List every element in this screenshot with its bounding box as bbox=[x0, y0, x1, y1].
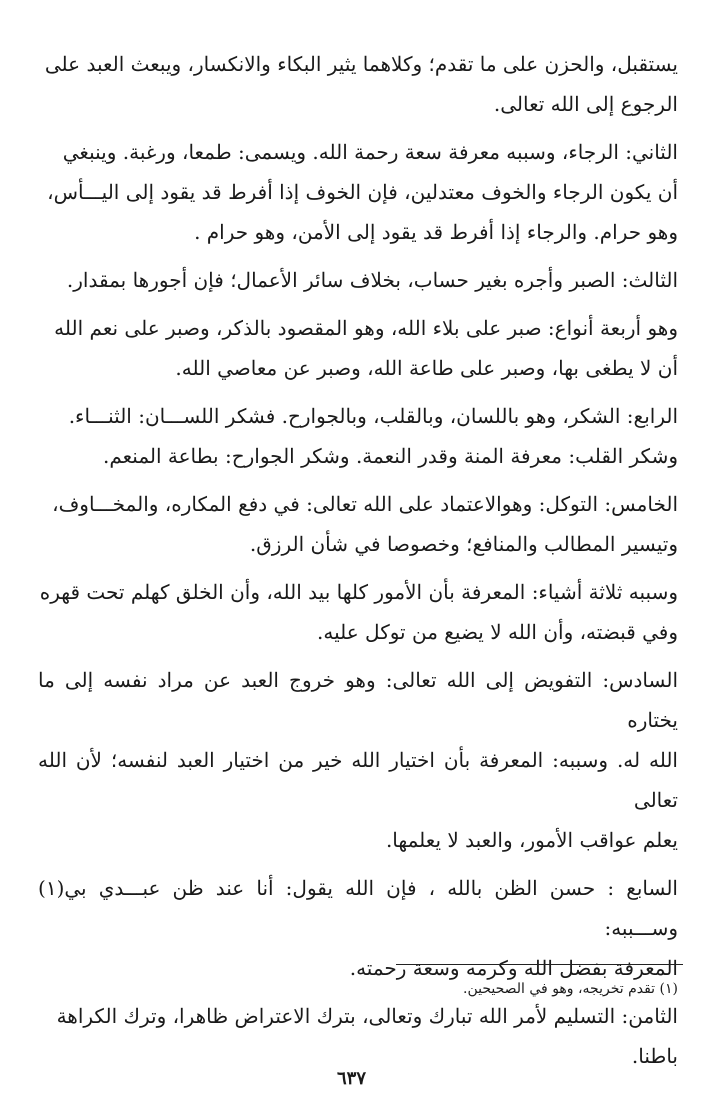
text-line: وشكر القلب: معرفة المنة وقدر النعمة. وشكر الجوارح: بطاعة المنعم. bbox=[102, 444, 678, 468]
paragraph-third-patience bbox=[38, 260, 678, 300]
text-line: أن لا يطغى بها، وصبر على طاعة الله، وصبر عن معاصي الله. bbox=[175, 356, 678, 380]
text-line: يستقبل، والحزن على ما تقدم؛ وكلاهما يثير البكاء والانكسار، ويبعث العبد على bbox=[44, 52, 678, 76]
text-line: الخامس: التوكل: وهوالاعتماد على الله تعالى: في دفع المكاره، والمخـــاوف، bbox=[52, 492, 678, 516]
paragraph-second-hope bbox=[38, 132, 678, 252]
page-body bbox=[38, 44, 678, 1084]
footnote-divider bbox=[396, 964, 683, 965]
text-line: الله له. وسببه: المعرفة بأن اختيار الله خير من اختيار العبد لنفسه؛ لأن الله تعالى bbox=[38, 748, 678, 812]
paragraph-eighth-submission bbox=[38, 996, 678, 1076]
text-line: وفي قبضته، وأن الله لا يضيع من توكل عليه. bbox=[317, 620, 678, 644]
text-line: أن يكون الرجاء والخوف معتدلين، فإن الخوف إذا أفرط قد يقود إلى اليـــأس، bbox=[47, 180, 678, 204]
text-line: الرجوع إلى الله تعالى. bbox=[493, 92, 678, 116]
text-line: السادس: التفويض إلى الله تعالى: وهو خروج العبد عن مراد نفسه إلى ما يختاره bbox=[38, 668, 678, 732]
footnote-area bbox=[38, 978, 678, 1000]
paragraph-reliance-causes bbox=[38, 572, 678, 652]
text-line: وتيسير المطالب والمنافع؛ وخصوصا في شأن الرزق. bbox=[249, 532, 678, 556]
text-line: وهو حرام. والرجاء إذا أفرط قد يقود إلى الأمن، وهو حرام . bbox=[194, 220, 678, 244]
text-line: المعرفة بفضل الله وكرمه وسعة رحمته. bbox=[349, 956, 678, 980]
footnote-text: (١) تقدم تخريجه، وهو في الصحيحين. bbox=[463, 981, 678, 997]
paragraph-fourth-gratitude bbox=[38, 396, 678, 476]
text-line: باطنا. bbox=[631, 1044, 678, 1068]
text-line: وسببه ثلاثة أشياء: المعرفة بأن الأمور كلها بيد الله، وأن الخلق كهلم تحت قهره bbox=[39, 580, 678, 604]
text-line: الثاني: الرجاء، وسببه معرفة سعة رحمة الله. ويسمى: طمعا، ورغبة. وينبغي bbox=[62, 140, 678, 164]
text-line: الثالث: الصبر وأجره بغير حساب، بخلاف سائر الأعمال؛ فإن أجورها بمقدار. bbox=[66, 268, 678, 292]
text-line: السابع : حسن الظن بالله ، فإن الله يقول: أنا عند ظن عبـــدي بي(١) وســـببه: bbox=[38, 876, 678, 940]
text-line: يعلم عواقب الأمور، والعبد لا يعلمها. bbox=[385, 828, 678, 852]
paragraph-intro-end bbox=[38, 44, 678, 124]
page-number: ٦٣٧ bbox=[336, 1068, 366, 1089]
paragraph-patience-types bbox=[38, 308, 678, 388]
paragraph-sixth-entrusting bbox=[38, 660, 678, 860]
text-line: الثامن: التسليم لأمر الله تبارك وتعالى، بترك الاعتراض ظاهرا، وترك الكراهة bbox=[56, 1004, 678, 1028]
paragraph-seventh-good-opinion bbox=[38, 868, 678, 988]
paragraph-fifth-reliance bbox=[38, 484, 678, 564]
text-line: الرابع: الشكر، وهو باللسان، وبالقلب، وبالجوارح. فشكر اللســـان: الثنـــاء. bbox=[68, 404, 678, 428]
text-line: وهو أربعة أنواع: صبر على بلاء الله، وهو المقصود بالذكر، وصبر على نعم الله bbox=[54, 316, 678, 340]
